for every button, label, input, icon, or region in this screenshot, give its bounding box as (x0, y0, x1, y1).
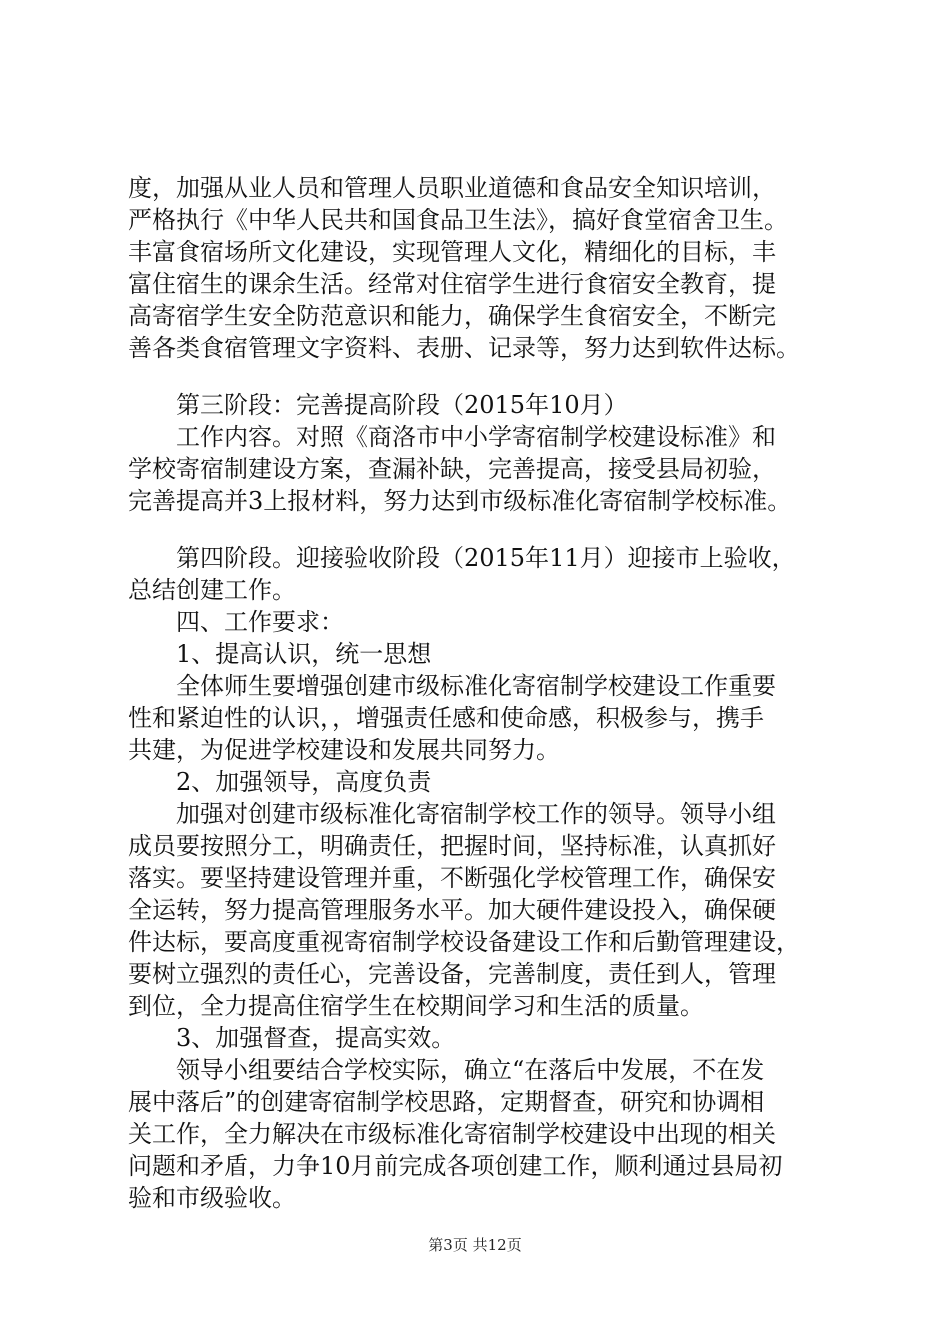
section-heading-requirements: 四、工作要求： (128, 608, 344, 636)
body-text-line: 问题和矛盾，力争10月前完成各项创建工作，顺利通过县局初 (128, 1152, 783, 1180)
body-text-line: 富住宿生的课余生活。经常对住宿学生进行食宿安全教育，提 (128, 270, 776, 298)
body-text-line: 共建，为促进学校建设和发展共同努力。 (128, 736, 560, 764)
body-text-line: 高寄宿学生安全防范意识和能力，确保学生食宿安全，不断完 (128, 302, 776, 330)
stage-four-heading: 第四阶段。迎接验收阶段（2015年11月）迎接市上验收， (128, 544, 796, 572)
body-text-line: 成员要按照分工，明确责任，把握时间，坚持标准，认真抓好 (128, 832, 776, 860)
body-text-line: 加强对创建市级标准化寄宿制学校工作的领导。领导小组 (128, 800, 776, 828)
body-text-line: 善各类食宿管理文字资料、表册、记录等，努力达到软件达标。 (128, 334, 800, 362)
subheading-1: 1、提高认识，统一思想 (128, 640, 432, 668)
body-text-line: 要树立强烈的责任心，完善设备，完善制度，责任到人，管理 (128, 960, 776, 988)
body-text-line: 验和市级验收。 (128, 1184, 296, 1212)
body-text-line: 关工作，全力解决在市级标准化寄宿制学校建设中出现的相关 (128, 1120, 776, 1148)
body-text-line: 度，加强从业人员和管理人员职业道德和食品安全知识培训， (128, 174, 776, 202)
body-text-line: 落实。要坚持建设管理并重，不断强化学校管理工作，确保安 (128, 864, 776, 892)
body-text-line: 到位，全力提高住宿学生在校期间学习和生活的质量。 (128, 992, 704, 1020)
body-text-line: 领导小组要结合学校实际，确立“在落后中发展，不在发 (128, 1056, 765, 1084)
body-text-line: 总结创建工作。 (128, 576, 296, 604)
body-text-line: 件达标，要高度重视寄宿制学校设备建设工作和后勤管理建设， (128, 928, 800, 956)
subheading-3: 3、加强督查，提高实效。 (128, 1024, 456, 1052)
body-text-line: 严格执行《中华人民共和国食品卫生法》，搞好食堂宿舍卫生。 (128, 206, 788, 234)
stage-three-heading: 第三阶段：完善提高阶段（2015年10月） (128, 391, 628, 419)
body-text-line: 全运转，努力提高管理服务水平。加大硬件建设投入，确保硬 (128, 896, 776, 924)
subheading-2: 2、加强领导，高度负责 (128, 768, 432, 796)
body-text-line: 完善提高并3上报材料，努力达到市级标准化寄宿制学校标准。 (128, 487, 792, 515)
page-number-footer: 第3页 共12页 (428, 1236, 522, 1254)
body-text-line: 性和紧迫性的认识，，增强责任感和使命感，积极参与，携手 (128, 704, 764, 732)
body-text-line: 展中落后”的创建寄宿制学校思路，定期督查，研究和协调相 (128, 1088, 765, 1116)
body-text-line: 学校寄宿制建设方案，查漏补缺，完善提高，接受县局初验， (128, 455, 776, 483)
body-text-line: 工作内容。对照《商洛市中小学寄宿制学校建设标准》和 (128, 423, 776, 451)
body-text-line: 丰富食宿场所文化建设，实现管理人文化，精细化的目标，丰 (128, 238, 776, 266)
body-text-line: 全体师生要增强创建市级标准化寄宿制学校建设工作重要 (128, 672, 776, 700)
